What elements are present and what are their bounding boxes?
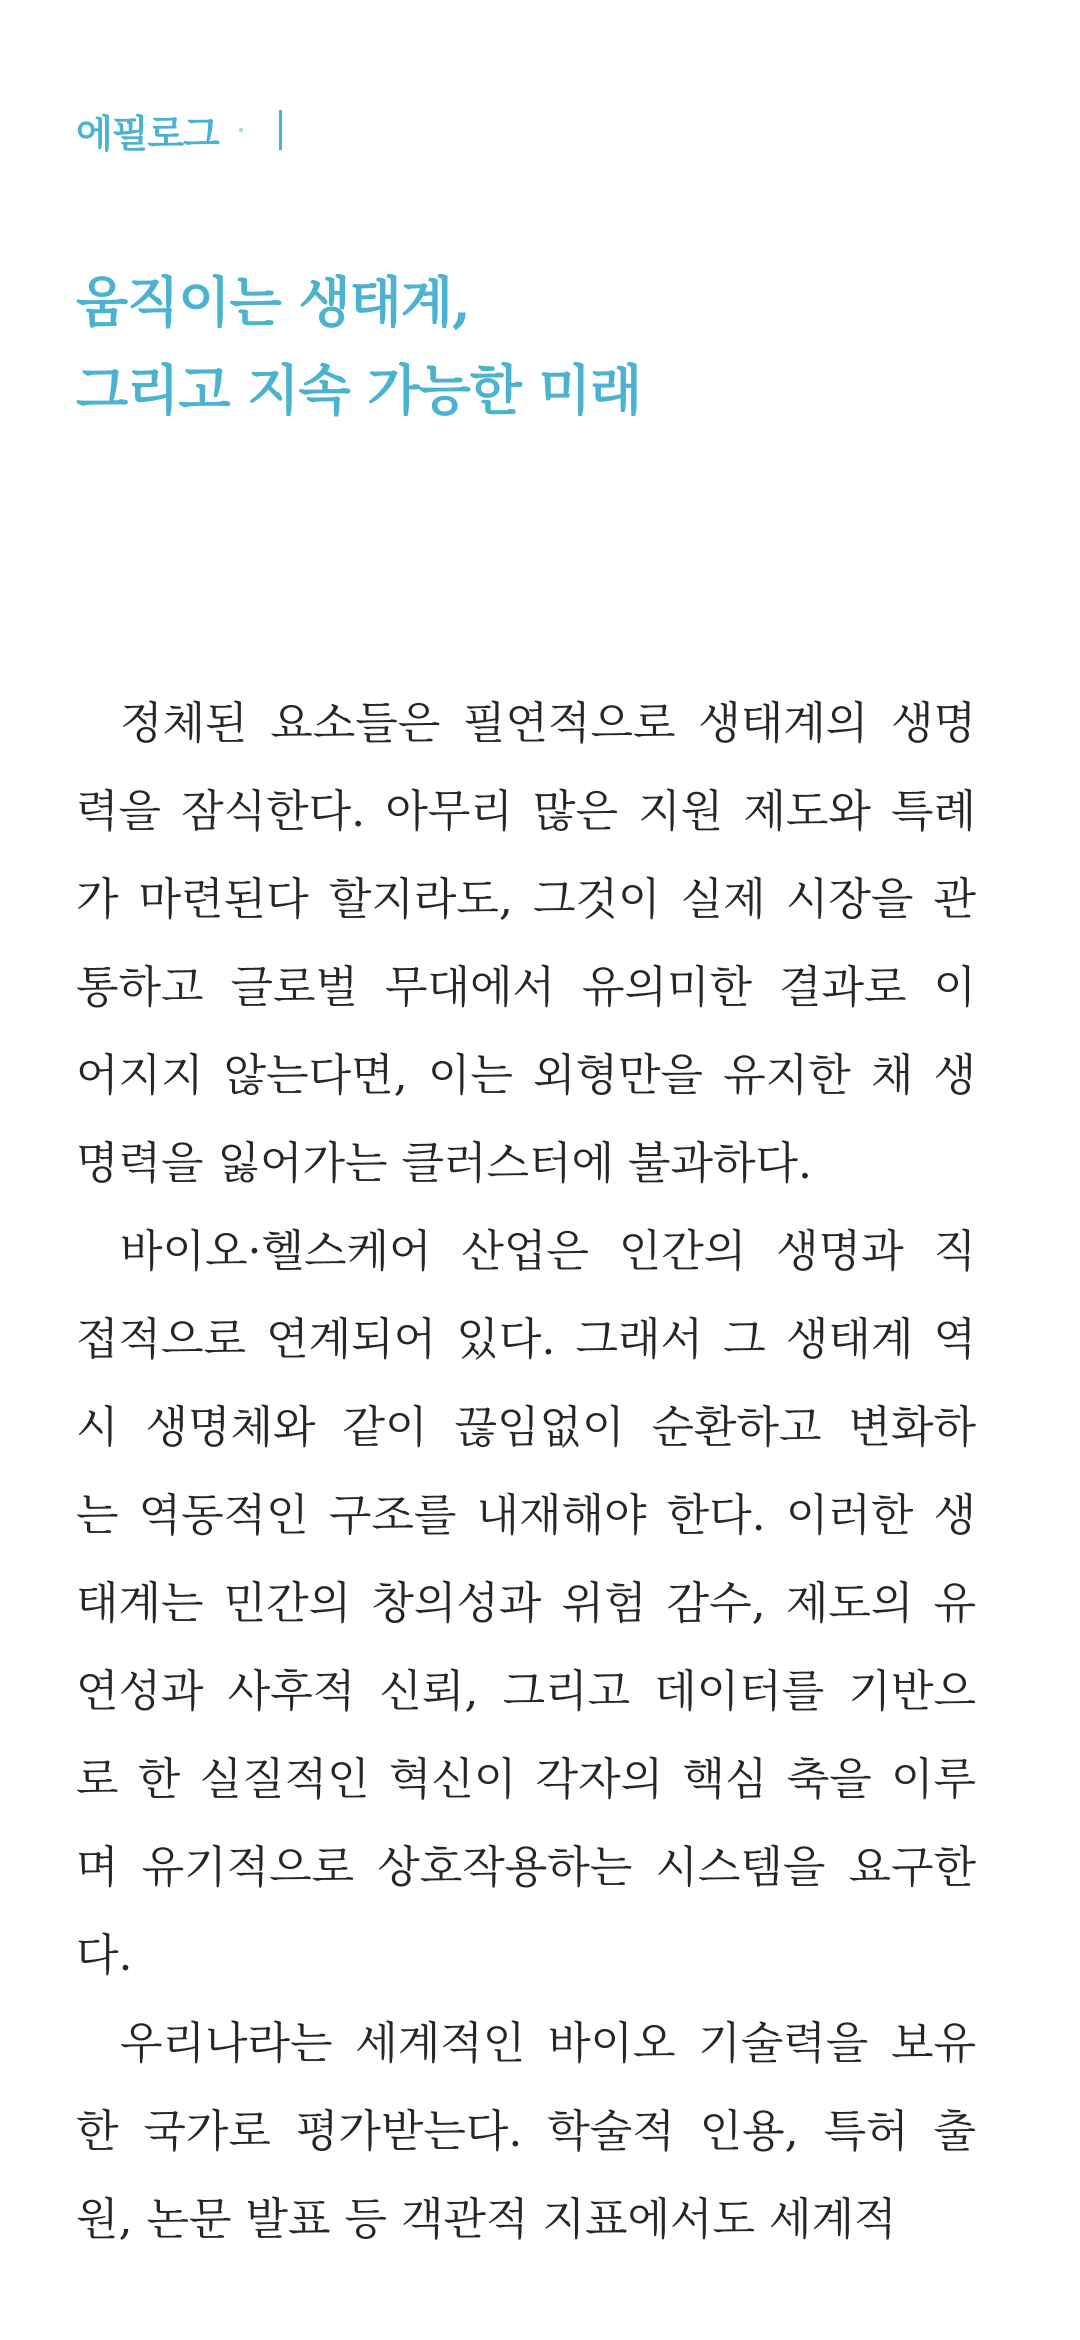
- text-line: 며 유기적으로 상호작용하는 시스템을 요구한: [76, 1842, 976, 1893]
- body-text: [76, 680, 976, 2264]
- text-line: 명력을 잃어가는 클러스터에 불과하다.: [76, 1138, 813, 1189]
- text-line: 우리나라는 세계적인 바이오 기술력을 보유: [120, 2018, 976, 2069]
- text-line: 가 마련된다 할지라도, 그것이 실제 시장을 관: [76, 874, 976, 925]
- section-label-text: 에필로그: [76, 111, 219, 156]
- text-line: 력을 잠식한다. 아무리 많은 지원 제도와 특례: [76, 786, 976, 837]
- text-line: 정체된 요소들은 필연적으로 생태계의 생명: [120, 698, 976, 749]
- text-line: 접적으로 연계되어 있다. 그래서 그 생태계 역: [76, 1314, 976, 1365]
- text-line: 원, 논문 발표 등 객관적 지표에서도 세계적: [76, 2194, 897, 2245]
- text-line: 태계는 민간의 창의성과 위험 감수, 제도의 유: [76, 1578, 976, 1629]
- text-line: 어지지 않는다면, 이는 외형만을 유지한 채 생: [76, 1050, 976, 1101]
- separator-dot: [239, 128, 243, 132]
- chapter-title-line-1: 움직이는 생태계,: [76, 270, 470, 334]
- text-line: 바이오·헬스케어 산업은 인간의 생명과 직: [120, 1226, 976, 1277]
- text-line: 연성과 사후적 신뢰, 그리고 데이터를 기반으: [76, 1666, 976, 1717]
- text-line: 는 역동적인 구조를 내재해야 한다. 이러한 생: [76, 1490, 976, 1541]
- separator-bar: [279, 110, 282, 150]
- text-line: 통하고 글로벌 무대에서 유의미한 결과로 이: [76, 962, 976, 1013]
- text-line: 시 생명체와 같이 끊임없이 순환하고 변화하: [76, 1402, 976, 1453]
- text-line: 다.: [76, 1930, 133, 1981]
- section-header: [76, 100, 282, 160]
- text-line: 한 국가로 평가받는다. 학술적 인용, 특허 출: [76, 2106, 976, 2157]
- text-line: 로 한 실질적인 혁신이 각자의 핵심 축을 이루: [76, 1754, 976, 1805]
- chapter-title: [76, 258, 641, 434]
- chapter-title-line-2: 그리고 지속 가능한 미래: [76, 358, 642, 422]
